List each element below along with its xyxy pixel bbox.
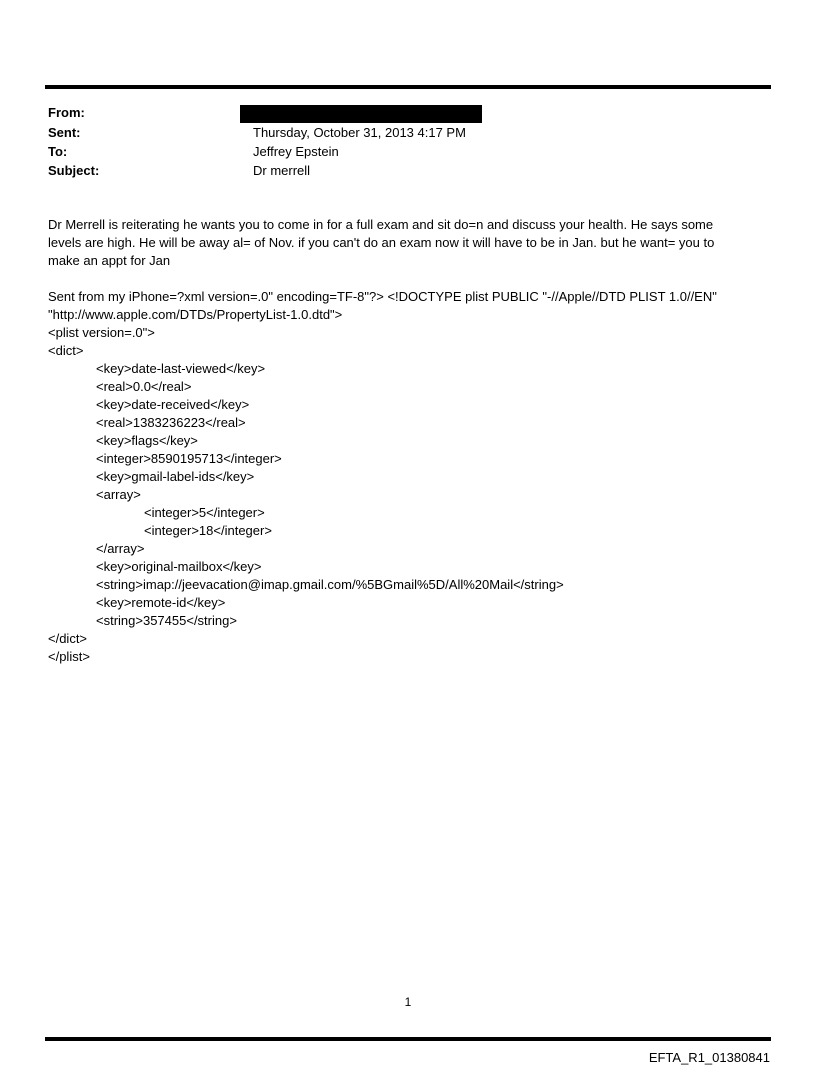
body-paragraph-1: Dr Merrell is reiterating he wants you to come in for a full exam and sit do=n and discuss your health. He says some levels are high. He will be away al= of Nov. if you can't do an exam now it will have to be in Jan. but he want= you to make an appt for Jan (48, 217, 715, 268)
subject-value: Dr merrell (253, 162, 311, 178)
plist-line: <real>1383236223</real> (96, 415, 246, 430)
plist-line: </array> (96, 541, 145, 556)
plist-line: <integer>8590195713</integer> (96, 451, 282, 466)
plist-line: <string>imap://jeevacation@imap.gmail.com/%5BGmail%5D/All%20Mail</string> (96, 577, 564, 592)
redaction-bar (240, 105, 482, 123)
sent-label: Sent: (48, 124, 81, 140)
page-number: 1 (404, 995, 412, 1009)
header-row-to (48, 142, 748, 161)
plist-block (48, 324, 740, 666)
plist-line: <real>0.0</real> (96, 379, 192, 394)
plist-line: <key>gmail-label-ids</key> (96, 469, 255, 484)
body-paragraph-2: Sent from my iPhone=?xml version=.0" encoding=TF-8"?> <!DOCTYPE plist PUBLIC "-//Apple//DTD PLIST 1.0//EN" "http://www.apple.com/DTDs/PropertyList-1.0.dtd"> (48, 289, 717, 322)
to-value: Jeffrey Epstein (253, 143, 339, 159)
from-value (253, 103, 748, 123)
plist-line: <integer>18</integer> (144, 523, 272, 538)
plist-line: <integer>5</integer> (144, 505, 265, 520)
plist-line: <key>remote-id</key> (96, 595, 226, 610)
plist-line: <key>date-received</key> (96, 397, 250, 412)
from-label: From: (48, 105, 85, 121)
plist-line: <key>date-last-viewed</key> (96, 361, 266, 376)
subject-label: Subject: (48, 162, 100, 178)
plist-line: <array> (96, 487, 141, 502)
top-rule (45, 85, 771, 89)
email-header (48, 103, 748, 180)
plist-line: </plist> (48, 649, 90, 664)
plist-line: <string>357455</string> (96, 613, 237, 628)
plist-line: <key>original-mailbox</key> (96, 559, 262, 574)
bates-number: EFTA_R1_01380841 (648, 1050, 770, 1065)
header-row-subject (48, 161, 748, 180)
header-row-sent (48, 123, 748, 142)
plist-line: <dict> (48, 343, 84, 358)
email-body (48, 216, 740, 666)
header-row-from (48, 103, 748, 123)
sent-value: Thursday, October 31, 2013 4:17 PM (253, 124, 466, 140)
plist-line: <plist version=.0"> (48, 325, 155, 340)
plist-line: <key>flags</key> (96, 433, 198, 448)
to-label: To: (48, 143, 68, 159)
bottom-rule (45, 1037, 771, 1041)
plist-line: </dict> (48, 631, 88, 646)
